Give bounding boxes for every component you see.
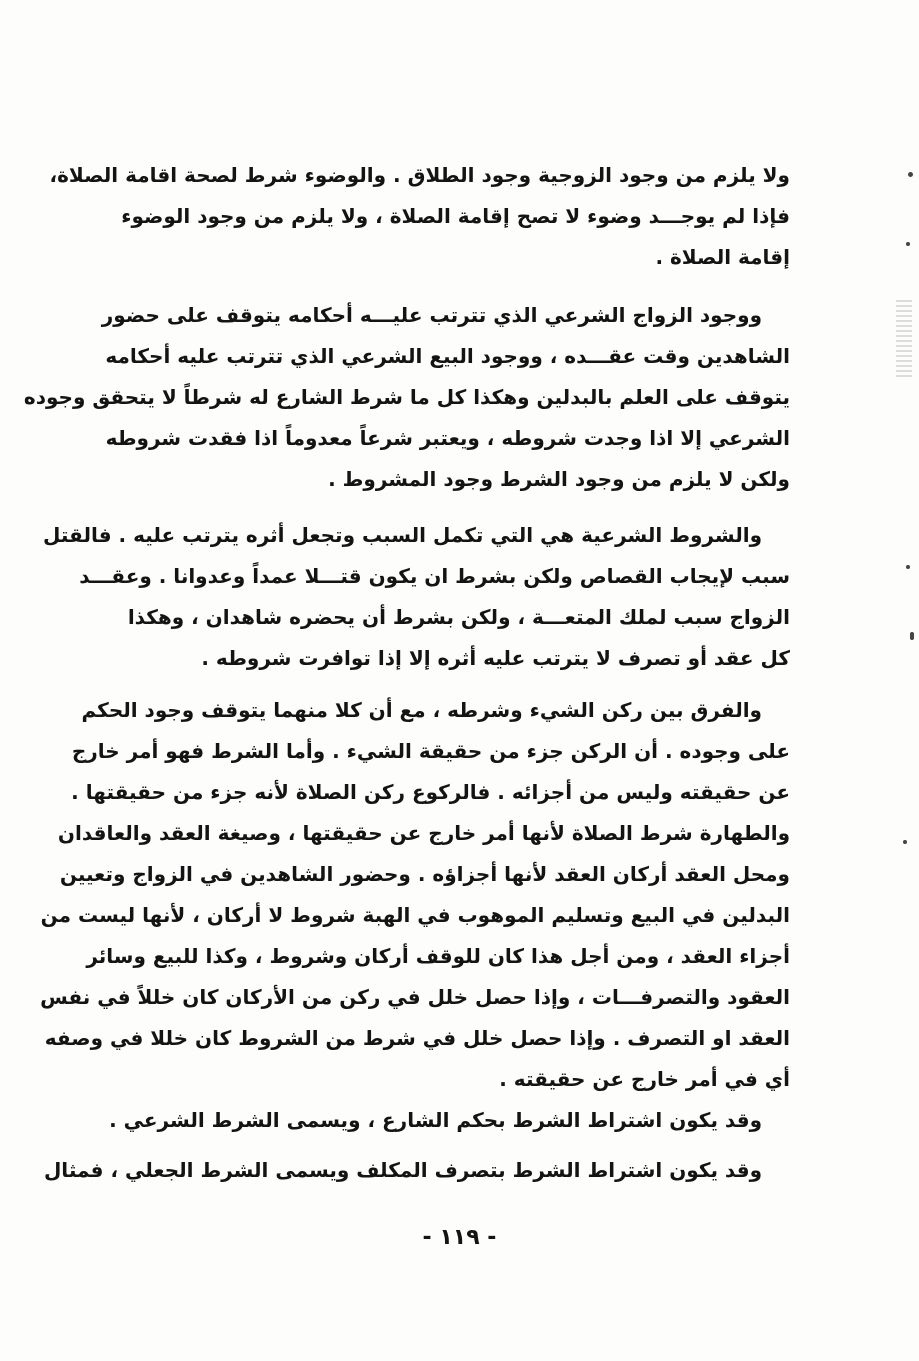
text-line: إقامة الصلاة . <box>655 245 790 269</box>
scan-edge-noise <box>896 300 912 380</box>
text-line: ومحل العقد أركان العقد لأنها أجزاؤه . وحضور الشاهدين في الزواج وتعيين <box>59 862 790 886</box>
text-line: ولا يلزم من وجود الزوجية وجود الطلاق . والوضوء شرط لصحة اقامة الصلاة، <box>49 163 790 187</box>
margin-speck <box>910 632 914 640</box>
text-line: ووجود الزواج الشرعي الذي تترتب عليـــه أحكامه يتوقف على حضور <box>101 303 762 327</box>
text-line: وقد يكون اشتراط الشرط بحكم الشارع ، ويسمى الشرط الشرعي . <box>109 1108 762 1132</box>
text-line: سبب لإيجاب القصاص ولكن بشرط ان يكون قتـــلا عمداً وعدوانا . وعقـــد <box>79 564 790 588</box>
paragraph-4 <box>40 690 790 1100</box>
margin-speck <box>906 565 910 569</box>
paragraph-6 <box>43 1150 790 1191</box>
margin-speck <box>906 242 910 246</box>
paragraph-1 <box>49 155 790 278</box>
text-line: أي في أمر خارج عن حقيقته . <box>499 1067 790 1091</box>
text-line: ولكن لا يلزم من وجود الشرط وجود المشروط . <box>328 467 790 491</box>
text-line: فإذا لم يوجـــد وضوء لا تصح إقامة الصلاة ، ولا يلزم من وجود الوضوء <box>121 204 790 228</box>
page-number: - ١١٩ - <box>422 1225 497 1250</box>
text-line: الشرعي إلا اذا وجدت شروطه ، ويعتبر شرعاً معدوماً اذا فقدت شروطه <box>105 426 790 450</box>
text-line: يتوقف على العلم بالبدلين وهكذا كل ما شرط الشارع له شرطاً لا يتحقق وجوده <box>23 385 790 409</box>
text-line: على وجوده . أن الركن جزء من حقيقة الشيء . وأما الشرط فهو أمر خارج <box>71 739 790 763</box>
text-line: البدلين في البيع وتسليم الموهوب في الهبة شروط لا أركان ، لأنها ليست من <box>40 903 790 927</box>
text-line: أجزاء العقد ، ومن أجل هذا كان للوقف أركان وشروط ، وكذا للبيع وسائر <box>86 944 790 968</box>
margin-speck <box>903 840 907 844</box>
text-line: والطهارة شرط الصلاة لأنها أمر خارج عن حقيقتها ، وصيغة العقد والعاقدان <box>57 821 790 845</box>
text-line: العقد او التصرف . وإذا حصل خلل في شرط من الشروط كان خللا في وصفه <box>44 1026 790 1050</box>
paragraph-2 <box>23 295 790 500</box>
text-line: وقد يكون اشتراط الشرط بتصرف المكلف ويسمى الشرط الجعلي ، فمثال <box>43 1158 762 1182</box>
margin-speck <box>908 172 913 177</box>
text-line: الشاهدين وقت عقـــده ، ووجود البيع الشرعي الذي تترتب عليه أحكامه <box>105 344 790 368</box>
text-line: العقود والتصرفـــات ، وإذا حصل خلل في ركن من الأركان كان خللاً في نفس <box>40 985 790 1009</box>
text-line: والشروط الشرعية هي التي تكمل السبب وتجعل أثره يترتب عليه . فالقتل <box>43 523 762 547</box>
text-line: والفرق بين ركن الشيء وشرطه ، مع أن كلا منهما يتوقف وجود الحكم <box>81 698 762 722</box>
text-line: عن حقيقته وليس من أجزائه . فالركوع ركن الصلاة لأنه جزء من حقيقتها . <box>71 780 790 804</box>
paragraph-5 <box>109 1100 790 1141</box>
text-line: كل عقد أو تصرف لا يترتب عليه أثره إلا إذا توافرت شروطه . <box>201 646 790 670</box>
text-line: الزواج سبب لملك المتعـــة ، ولكن بشرط أن يحضره شاهدان ، وهكذا <box>127 605 790 629</box>
paragraph-3 <box>43 515 790 679</box>
